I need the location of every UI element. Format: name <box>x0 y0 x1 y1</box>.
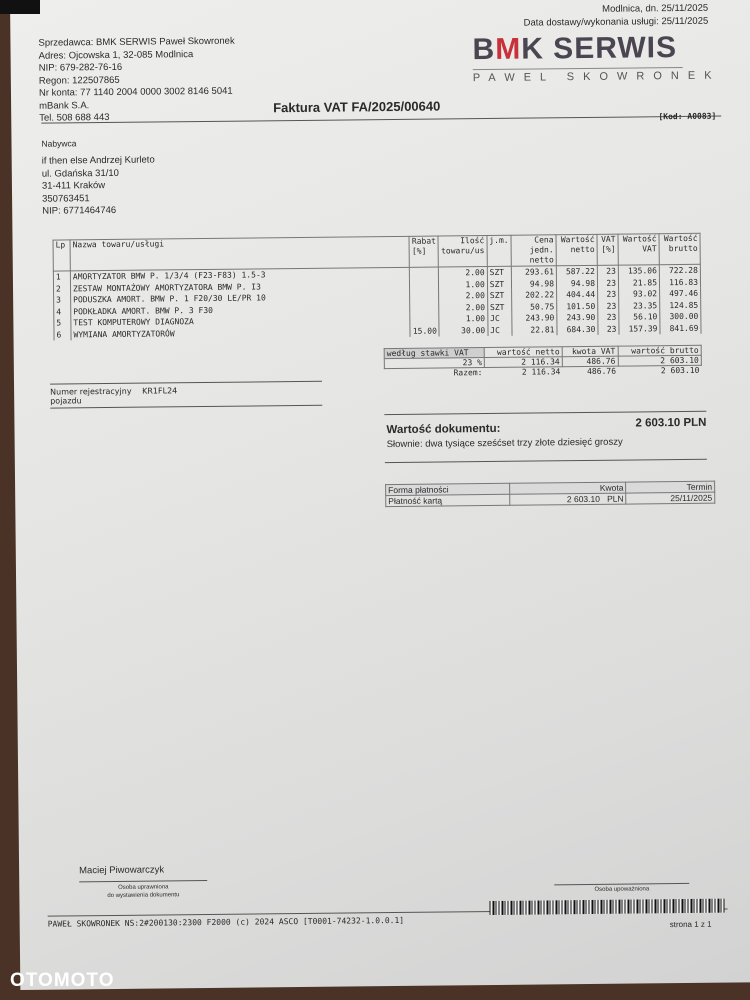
buyer-nip: NIP: 6771464746 <box>42 204 117 217</box>
items-cell-9: 841.69 <box>660 322 701 334</box>
vat-summary-table <box>384 345 702 378</box>
items-cell-4: JC <box>488 324 512 336</box>
items-cell-7: 23 <box>598 289 619 301</box>
items-cell-5: 22.81 <box>512 324 557 336</box>
document-value-amount: 2 603.10 PLN <box>635 416 707 430</box>
items-cell-1: PODKŁADKA AMORT. BMW P. 3 F30 <box>71 302 410 317</box>
buyer-block <box>42 154 156 218</box>
items-cell-9: 722.28 <box>659 264 700 276</box>
items-cell-3: 30.00 <box>439 325 487 337</box>
items-table <box>53 233 702 341</box>
document-value <box>386 417 706 438</box>
vehicle-label2: pojazdu <box>50 396 82 406</box>
vat-header-gross: wartość brutto <box>618 345 702 356</box>
items-cell-3: 2.00 <box>439 267 487 280</box>
delivery-date: Data dostawy/wykonania usługi: 25/11/2025 <box>523 15 709 29</box>
items-cell-7: 23 <box>598 300 619 312</box>
items-cell-3: 2.00 <box>439 302 487 314</box>
payment-table <box>385 481 715 507</box>
items-cell-3: 1.00 <box>439 313 487 325</box>
logo-main: BMK SERWIS <box>472 31 678 67</box>
items-cell-2 <box>410 291 439 303</box>
seller-block <box>38 36 235 126</box>
items-cell-0: 5 <box>54 317 71 329</box>
items-cell-7: 23 <box>598 312 619 324</box>
payment-header-method: Forma płatności <box>386 483 510 495</box>
items-cell-2 <box>410 279 439 291</box>
seller-nip: NIP: 679-282-76-16 <box>38 61 123 74</box>
payment-method: Płatność kartą <box>386 494 510 506</box>
items-cell-1: WYMIANA AMORTYZATORÓW <box>71 325 410 340</box>
items-cell-6: 94.98 <box>556 277 597 289</box>
items-header-1: Nazwa towaru/usługi <box>70 236 410 271</box>
items-cell-4: SZT <box>487 278 511 290</box>
items-cell-0: 1 <box>53 271 70 283</box>
buyer-city: 31-411 Kraków <box>41 180 106 192</box>
items-cell-3: 1.00 <box>439 279 487 291</box>
items-cell-5: 293.61 <box>511 266 556 278</box>
background-corner <box>0 0 40 14</box>
issuer-signature-label <box>79 883 207 900</box>
items-cell-5: 243.90 <box>512 312 557 324</box>
footer-software: PAWEŁ SKOWRONEK NS:2#200130:2300 F2000 (c) 2024 ASCO [T0001-74232-1.0.0.1] <box>47 915 405 929</box>
items-cell-9: 116.83 <box>659 276 700 288</box>
items-cell-6: 243.90 <box>557 312 598 324</box>
buyer-label: Nabywca <box>41 138 77 149</box>
items-header-4: j.m. <box>487 235 512 266</box>
items-cell-9: 300.00 <box>660 311 701 323</box>
dates-block <box>523 3 708 30</box>
vat-amount: 486.76 <box>562 356 618 367</box>
issuer-name: Maciej Piwowarczyk <box>79 864 165 877</box>
page-number: strona 1 z 1 <box>669 919 712 930</box>
invoice-code: [Kod: A0083] <box>658 111 717 122</box>
document-value-label: Wartość dokumentu: <box>386 422 501 437</box>
payment-currency: PLN <box>606 493 624 504</box>
items-cell-9: 124.85 <box>660 299 701 311</box>
items-cell-2 <box>410 314 439 326</box>
items-header-6: Wartość netto <box>556 234 597 265</box>
receiver-signature-label: Osoba upoważniona <box>594 886 650 893</box>
items-cell-0: 3 <box>54 294 71 306</box>
items-cell-9: 497.46 <box>660 288 701 300</box>
items-cell-5: 202.22 <box>512 289 557 301</box>
buyer-name: if then else Andrzej Kurleto <box>41 154 155 167</box>
vat-gross: 2 603.10 <box>618 355 702 366</box>
total-gross: 2 603.10 <box>660 365 700 376</box>
issuer-label-2: do wystawienia dokumentu <box>107 892 180 900</box>
buyer-id: 350763451 <box>42 192 90 205</box>
items-cell-3: 2.00 <box>439 290 487 302</box>
amount-in-words: Słownie: dwa tysiące sześćset trzy złote dziesięć groszy <box>386 436 623 451</box>
seller-name: Sprzedawca: BMK SERWIS Paweł Skowronek <box>38 35 235 49</box>
items-cell-7: 23 <box>598 323 619 335</box>
items-cell-5: 50.75 <box>512 301 557 313</box>
items-header-7: VAT [%] <box>597 234 618 265</box>
payment-header-amount: Kwota <box>509 482 626 494</box>
company-logo <box>472 31 720 85</box>
items-cell-6: 404.44 <box>557 289 598 301</box>
total-vat: 486.76 <box>587 366 617 376</box>
otomoto-watermark: OTOMOTO <box>10 970 115 991</box>
items-cell-7: 23 <box>597 265 618 277</box>
barcode <box>489 899 724 915</box>
vat-rate: 23 % <box>384 358 484 369</box>
vehicle-label: Numer rejestracyjny <box>50 386 132 397</box>
items-cell-6: 684.30 <box>557 323 598 335</box>
items-cell-2 <box>410 267 439 279</box>
payment-amount: 2 603.10 <box>566 493 600 505</box>
items-cell-1: AMORTYZATOR BMW P. 1/3/4 (F23-F83) 1.5-3 <box>70 267 409 283</box>
items-cell-4: JC <box>488 313 512 325</box>
items-cell-8: 157.39 <box>619 323 660 335</box>
payment-due: 25/11/2025 <box>626 492 715 504</box>
seller-account: Nr konta: 77 1140 2004 0000 3002 8146 5041 <box>38 85 233 99</box>
vat-header-rate: według stawki VAT <box>384 348 484 359</box>
invoice-paper <box>10 0 750 990</box>
items-cell-0: 4 <box>54 306 71 318</box>
items-cell-2: 15.00 <box>410 325 439 337</box>
issuer-label-1: Osoba uprawniona <box>118 884 169 891</box>
vat-header-net: wartość netto <box>484 347 562 358</box>
items-cell-2 <box>410 302 439 314</box>
seller-address: Adres: Ojcowska 1, 32-085 Modlnica <box>38 48 194 62</box>
items-header-9: Wartość brutto <box>659 233 700 264</box>
place-date: Modlnica, dn. 25/11/2025 <box>602 2 709 15</box>
total-net: 2 116.34 <box>521 367 561 377</box>
total-label: Razem: <box>453 368 483 378</box>
payment-header-due: Termin <box>626 481 715 493</box>
vat-net: 2 116.34 <box>484 357 562 368</box>
seller-regon: Regon: 122507865 <box>38 74 120 87</box>
items-cell-8: 135.06 <box>618 265 659 277</box>
seller-phone: Tel. 508 688 443 <box>39 111 110 124</box>
items-cell-0: 2 <box>53 283 70 295</box>
items-cell-8: 23.35 <box>619 300 660 312</box>
logo-sub: PAWEL SKOWRONEK <box>472 69 721 85</box>
items-cell-7: 23 <box>597 277 618 289</box>
items-cell-0: 6 <box>54 329 71 341</box>
items-cell-4: SZT <box>487 266 511 278</box>
vat-header-vat: kwota VAT <box>562 346 618 357</box>
items-cell-4: SZT <box>487 290 511 302</box>
items-cell-6: 101.50 <box>557 300 598 312</box>
items-cell-6: 587.22 <box>556 265 597 277</box>
invoice-title: Faktura VAT FA/2025/00640 <box>273 98 441 116</box>
items-header-5: Cena jedn. netto <box>511 235 556 266</box>
items-header-3: Ilość towaru/us <box>438 236 487 268</box>
items-cell-1: TEST KOMPUTEROWY DIAGNOZA <box>71 314 410 329</box>
items-cell-8: 21.85 <box>618 277 659 289</box>
buyer-street: ul. Gdańska 31/10 <box>41 167 119 180</box>
items-cell-5: 94.98 <box>511 278 556 290</box>
items-header-0: Lp <box>53 240 70 271</box>
items-cell-1: PODUSZKA AMORT. BMW P. 1 F20/30 LE/PR 10 <box>71 291 410 306</box>
items-cell-1: ZESTAW MONTAŻOWY AMORTYZATORA BMW P. I3 <box>70 279 409 294</box>
items-cell-8: 56.10 <box>619 311 660 323</box>
items-header-8: Wartość VAT <box>618 234 659 265</box>
items-cell-4: SZT <box>487 301 511 313</box>
items-cell-8: 93.02 <box>619 288 660 300</box>
seller-bank: mBank S.A. <box>39 99 90 112</box>
vehicle-registration <box>50 386 177 405</box>
vehicle-value: KR1FL24 <box>142 386 178 396</box>
items-header-2: Rabat [%] <box>409 236 438 267</box>
